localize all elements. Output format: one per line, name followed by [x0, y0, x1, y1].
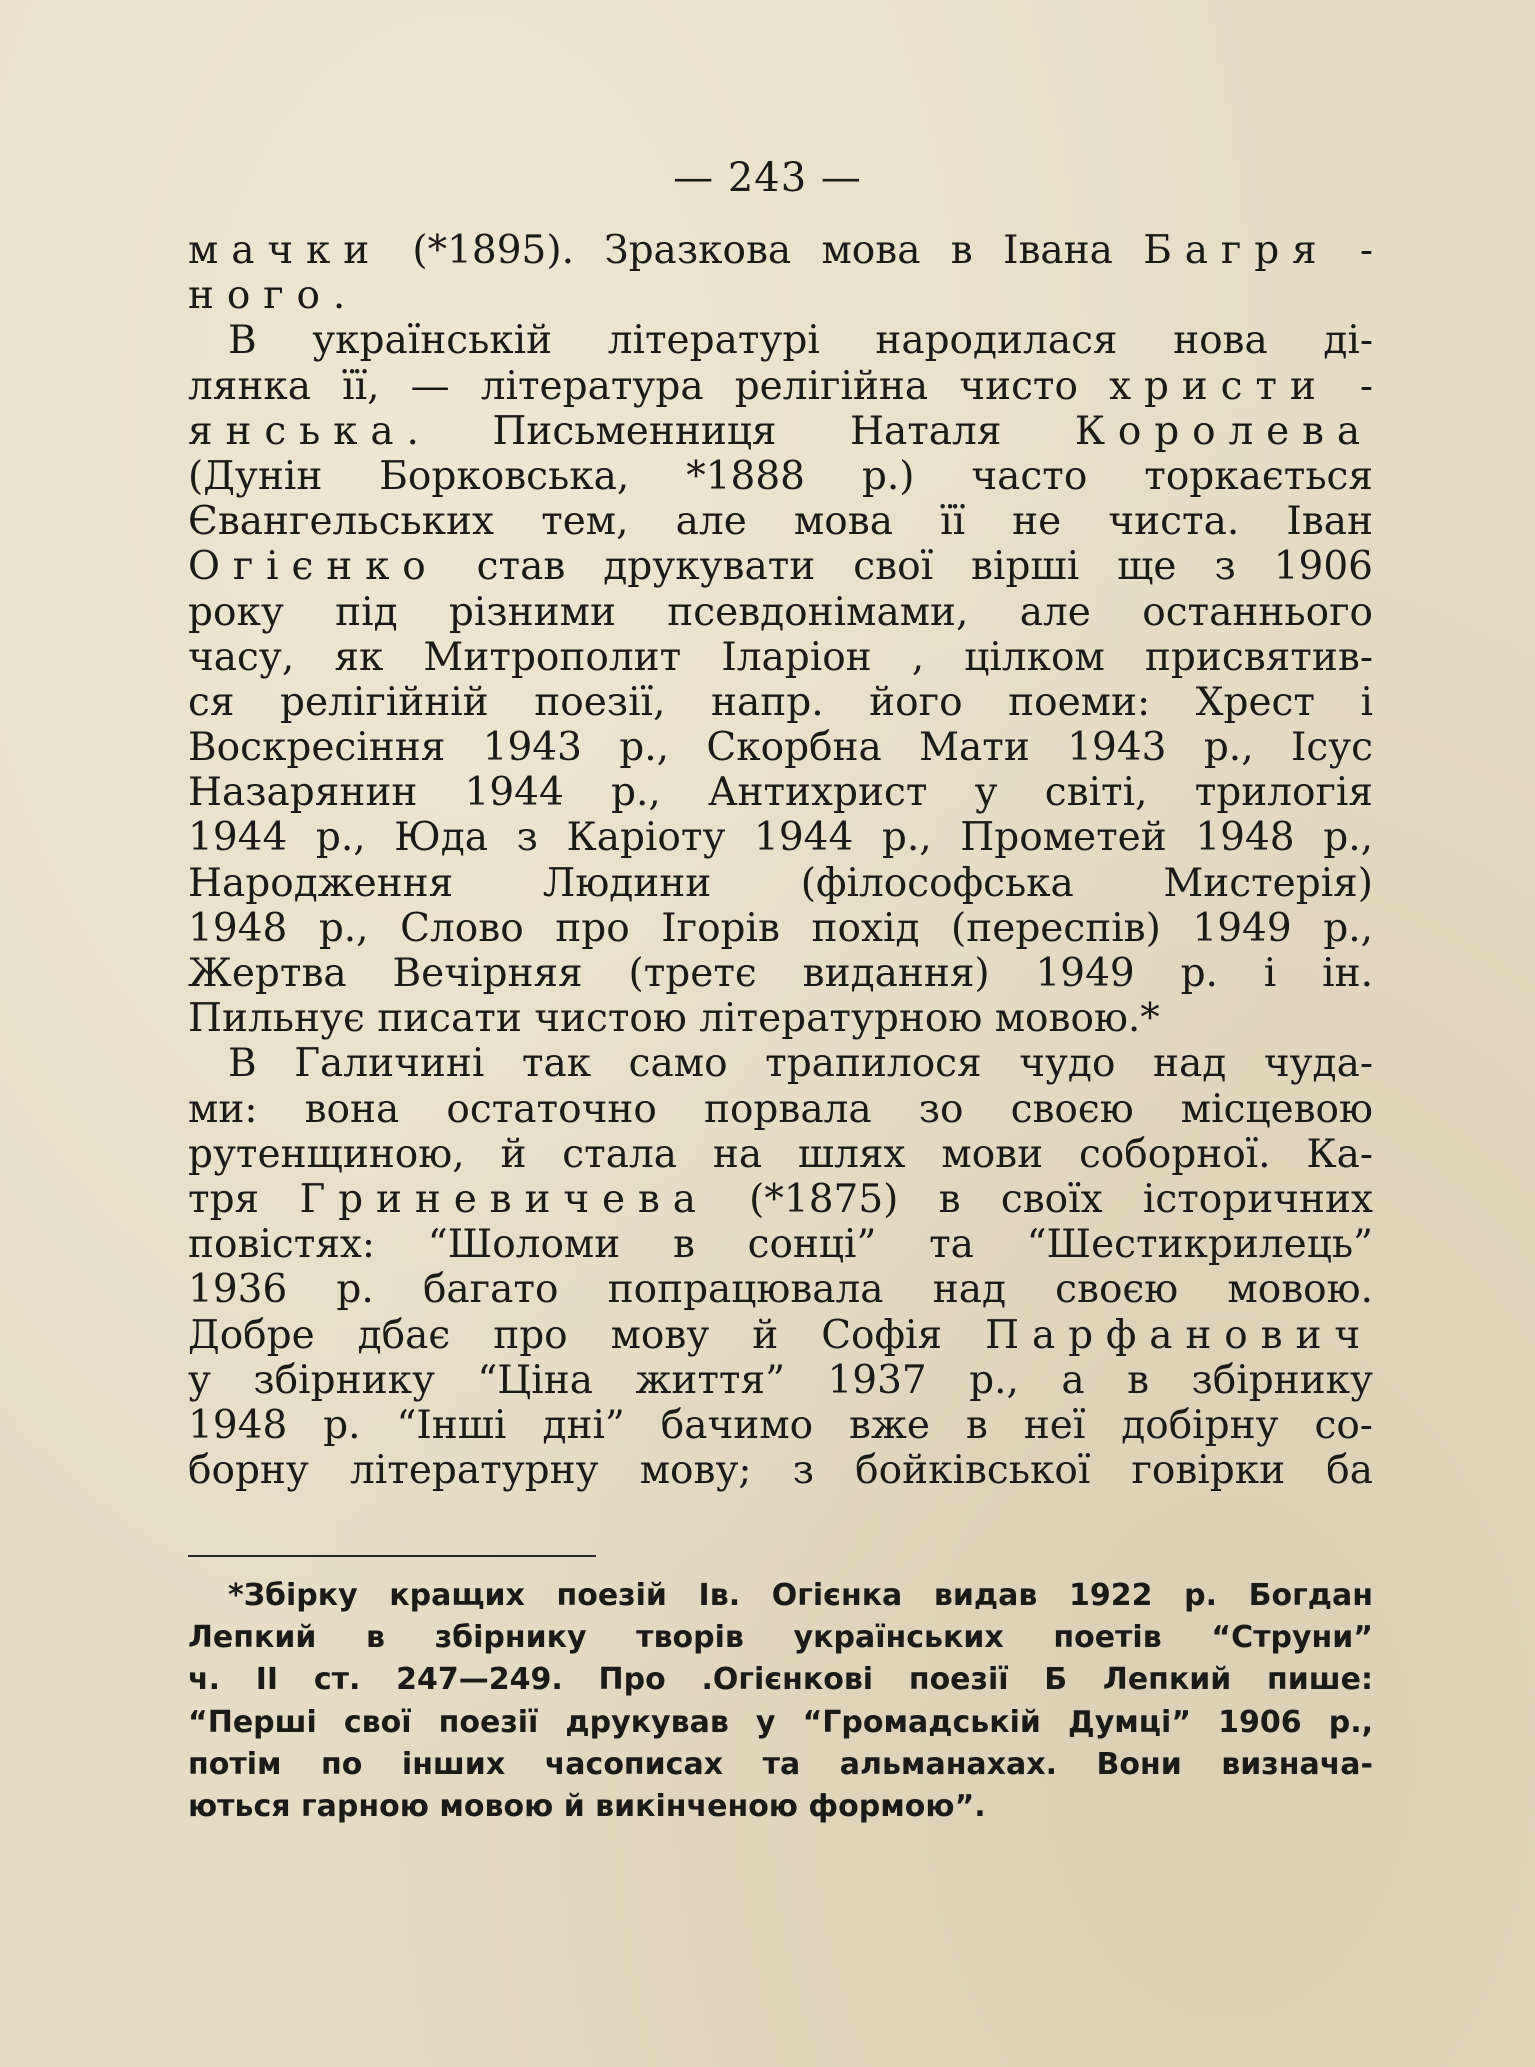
text-line: 1936 р. багато попрацювала над своєю мовою. [188, 1267, 1373, 1313]
text-line: ного. [188, 273, 346, 319]
text-line: 1944 р., Юда з Каріоту 1944 р., Прометей 1948 р., [188, 815, 1373, 861]
text-line: Назарянин 1944 р., Антихрист у світі, трилогія [188, 770, 1373, 816]
footnote-line: потім по інших часописах та альманахах. Вони визнача- [188, 1746, 1373, 1782]
text-line: В Галичині так само трапилося чудо над чуда- [228, 1041, 1373, 1087]
text-line: Євангельських тем, але мова її не чиста. Іван [188, 499, 1373, 545]
text-line: Огієнко став друкувати свої вірші ще з 1906 [188, 544, 1373, 590]
text-line: 1948 р., Слово про Ігорів похід (переспів) 1949 р., [188, 905, 1373, 951]
text-line: у збірнику “Ціна життя” 1937 р., а в збірнику [188, 1357, 1373, 1403]
footnote-line: ються гарною мовою й викінченою формою”. [188, 1788, 986, 1824]
text-line: Народження Людини (філософська Мистерія) [188, 860, 1373, 906]
footnote-line: “Перші свої поезії друкував у “Громадській Думці” 1906 р., [188, 1704, 1373, 1740]
text-line: ми: вона остаточно порвала зо своєю місцевою [188, 1086, 1373, 1132]
text-line: янська. Письменниця Наталя Королева [188, 408, 1373, 454]
text-line: 1948 р. “Інші дні” бачимо вже в неї добірну со- [188, 1402, 1373, 1448]
text-line: Воскресіння 1943 р., Скорбна Мати 1943 р., Ісус [188, 725, 1373, 771]
page-number: — 243 — [673, 155, 862, 201]
text-line: мачки (*1895). Зразкова мова в Івана Багря - [188, 228, 1374, 273]
text-line: Добре дбає про мову й Софія Парфанович [188, 1312, 1373, 1358]
text-line: тря Гриневичева (*1875) в своїх історичних [188, 1176, 1373, 1222]
text-line: (Дунін Борковська, *1888 р.) часто торкається [188, 453, 1373, 499]
text-line: ся релігійній поезії, напр. його поеми: Хрест і [188, 679, 1373, 725]
text-line: року під різними псевдонімами, але останнього [188, 589, 1373, 635]
text-line: В українській літературі народилася нова ді- [228, 318, 1373, 364]
footnote-line: Лепкий в збірнику творів українських поетів “Струни” [188, 1620, 1373, 1656]
text-line: Жертва Вечірняя (третє видання) 1949 р. і ін. [188, 951, 1373, 996]
footnote-line: *Збірку кращих поезій Ів. Огієнка видав 1922 р. Богдан [228, 1578, 1373, 1613]
body-text [188, 228, 1373, 1493]
text-line: лянка її, — література релігійна чисто христи - [188, 363, 1373, 409]
text-line: борну літературну мову; з бойківської говірки ба [188, 1448, 1373, 1494]
text-line: Пильнує писати чистою літературною мовою.* [188, 996, 1160, 1042]
footnote-divider [188, 1555, 596, 1557]
text-line: повістях: “Шоломи в сонці” та “Шестикрилець” [188, 1222, 1373, 1268]
footnote-line: ч. II ст. 247—249. Про .Огієнкові поезії Б Лепкий пише: [188, 1662, 1373, 1698]
text-line: часу, як Митрополит Іларіон , цілком присвятив- [188, 634, 1373, 680]
text-line: рутенщиною, й стала на шлях мови соборної. Ка- [188, 1131, 1373, 1177]
footnote [188, 1575, 1373, 1828]
